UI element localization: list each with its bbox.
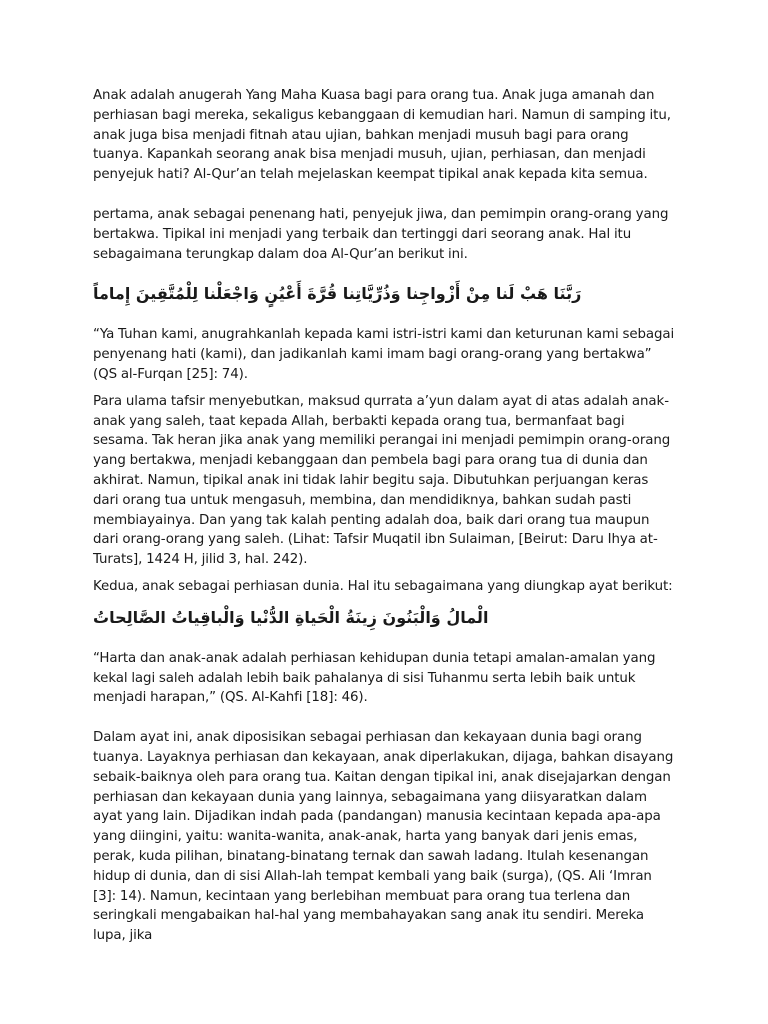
arabic-verse-kahfi: الْمالُ وَالْبَنُونَ زِينَةُ الْحَياةِ الدُّنْيا وَالْباقِياتُ الصَّالِحاتُ: [93, 607, 489, 627]
tafsir-paragraph: Para ulama tafsir menyebutkan, maksud qurrata a’yun dalam ayat di atas adalah anak-anak yang saleh, taat kepada Allah, berbakti kepada orang tua, bermanfaat bagi sesama. Tak heran jika anak yang memiliki perangai ini menjadi pemimpin orang-orang yang bertakwa, menjadi kebanggaan dan pembela bagi para orang tua di dunia dan akhirat. Namun, tipikal anak ini tidak lahir begitu saja. Dibutuhkan perjuangan keras dari orang tua untuk mengasuh, membina, dan mendidiknya, bahkan sudah pasti membiayainya. Dan yang tak kalah penting adalah doa, baik dari orang tua maupun dari orang-orang yang saleh. (Lihat: Tafsir Muqatil ibn Sulaiman, [Beirut: Daru Ihya at-Turats], 1424 H, jilid 3, hal. 242).: [93, 393, 671, 568]
document-page: [93, 86, 675, 946]
arabic-verse-furqan: رَبَّنَا هَبْ لَنا مِنْ أَزْواجِنا وَذُرِّيَّاتِنا قُرَّةَ أَعْيُنٍ وَاجْعَلْنا لِلْمُتَّقِينَ إِماماً: [93, 284, 582, 304]
translation-kahfi: “Harta dan anak-anak adalah perhiasan kehidupan dunia tetapi amalan-amalan yang kekal lagi saleh adalah lebih baik pahalanya di sisi Tuhanmu serta lebih baik untuk menjadi harapan,” (QS. Al-Kahfi [18]: 46).: [93, 650, 656, 706]
explanation-paragraph: Dalam ayat ini, anak diposisikan sebagai perhiasan dan kekayaan dunia bagi orang tuanya. Layaknya perhiasan dan kekayaan, anak diperlakukan, dijaga, bahkan disayang sebaik-baiknya oleh para orang tua. Kaitan dengan tipikal ini, anak disejajarkan dengan perhiasan dan kekayaan dunia yang lainnya, sebagaimana yang diisyaratkan dalam ayat yang lain. Dijadikan indah pada (pandangan) manusia kecintaan kepada apa-apa yang diingini, yaitu: wanita-wanita, anak-anak, harta yang banyak dari jenis emas, perak, kuda pilihan, binatang-binatang ternak dan sawah ladang. Itulah kesenangan hidup di dunia, dan di sisi Allah-lah tempat kembali yang baik (surga), (QS. Ali ‘Imran [3]: 14). Namun, kecintaan yang berlebihan membuat para orang tua terlena dan seringkali mengabaikan hal-hal yang membahayakan sang anak itu sendiri. Mereka lupa, jika: [93, 730, 674, 944]
translation-furqan: “Ya Tuhan kami, anugrahkanlah kepada kami istri-istri kami dan keturunan kami sebagai penyenang hati (kami), dan jadikanlah kami imam bagi orang-orang yang bertakwa” (QS al-Furqan [25]: 74).: [93, 327, 675, 382]
intro-paragraph: Anak adalah anugerah Yang Maha Kuasa bagi para orang tua. Anak juga amanah dan perhiasan bagi mereka, sekaligus kebanggaan di kemudian hari. Namun di samping itu, anak juga bisa menjadi fitnah atau ujian, bahkan menjadi musuh bagi para orang tuanya. Kapankah seorang anak bisa menjadi musuh, ujian, perhiasan, dan menjadi penyejuk hati? Al-Qur’an telah mejelaskan keempat tipikal anak kepada kita semua.: [93, 88, 671, 183]
first-type-paragraph: pertama, anak sebagai penenang hati, penyejuk jiwa, dan pemimpin orang-orang yang bertakwa. Tipikal ini menjadi yang terbaik dan tertinggi dari seorang anak. Hal itu sebagaimana terungkap dalam doa Al-Qur’an berikut ini.: [93, 206, 669, 262]
second-type-paragraph: Kedua, anak sebagai perhiasan dunia. Hal itu sebagaimana yang diungkap ayat berikut:: [93, 578, 673, 594]
